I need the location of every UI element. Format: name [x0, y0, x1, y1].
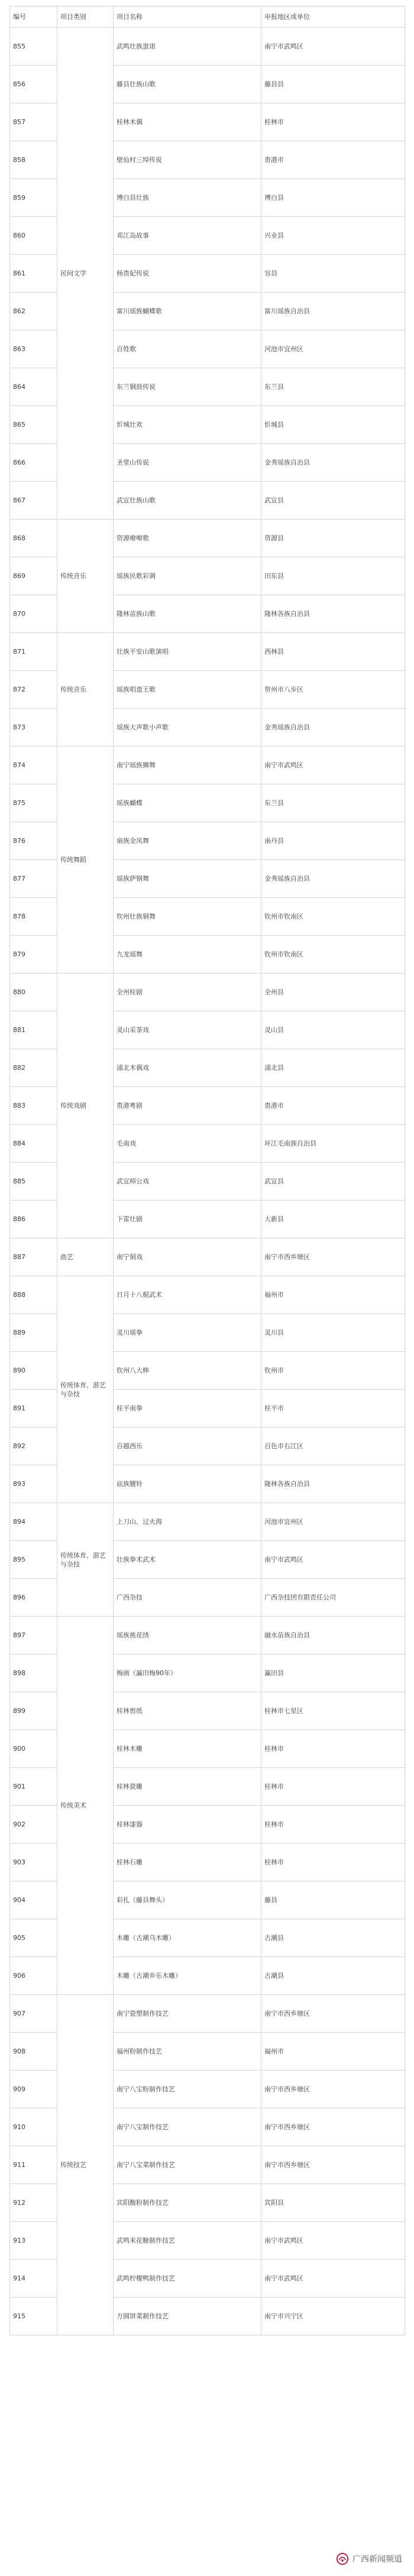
row-project-name: 桂林石雕 [114, 1844, 261, 1881]
row-project-name: 全州桂剧 [114, 974, 261, 1011]
row-project-name: 东兰铜鼓传说 [114, 368, 261, 406]
row-area: 灵川县 [261, 1314, 405, 1352]
row-project-name: 桂林木雕 [114, 1730, 261, 1768]
row-project-name: 方圆饼菜制作技艺 [114, 2298, 261, 2335]
row-project-name: 毛南戏 [114, 1125, 261, 1163]
row-number: 870 [10, 595, 57, 633]
row-number: 867 [10, 482, 57, 520]
row-area: 河池市宜州区 [261, 330, 405, 368]
row-area: 西林县 [261, 633, 405, 671]
row-category: 传统体育、游艺与杂技 [57, 1503, 114, 1617]
row-area: 兴业县 [261, 217, 405, 255]
row-number: 860 [10, 217, 57, 255]
row-number: 876 [10, 822, 57, 860]
row-project-name: 博白县壮族 [114, 179, 261, 217]
row-area: 贵港市 [261, 1087, 405, 1125]
row-number: 903 [10, 1844, 57, 1881]
row-area: 全州县 [261, 974, 405, 1011]
row-number: 914 [10, 2260, 57, 2298]
row-area: 藤县 [261, 1881, 405, 1919]
row-area: 金秀瑶族自治县 [261, 444, 405, 482]
row-number: 892 [10, 1427, 57, 1465]
row-project-name: 南宁八宝粉制作技艺 [114, 2071, 261, 2108]
row-project-name: 灵川瑶拳 [114, 1314, 261, 1352]
row-number: 905 [10, 1919, 57, 1957]
row-project-name: 钦州壮族铜舞 [114, 898, 261, 936]
table-row [10, 1995, 405, 2033]
row-project-name: 忻城壮欢 [114, 406, 261, 444]
row-area: 忻城县 [261, 406, 405, 444]
row-project-name: 武鸣柠檬鸭制作技艺 [114, 2260, 261, 2298]
row-area: 融水苗族自治县 [261, 1617, 405, 1654]
heritage-table [9, 6, 405, 2335]
row-area: 博白县 [261, 179, 405, 217]
news-logo-icon [336, 2552, 349, 2565]
row-number: 868 [10, 520, 57, 557]
row-project-name: 武宣师公戏 [114, 1163, 261, 1201]
row-area: 金秀瑶族自治县 [261, 860, 405, 898]
row-number: 877 [10, 860, 57, 898]
row-number: 908 [10, 2033, 57, 2071]
col-number-header: 编号 [10, 7, 57, 28]
row-area: 桂林市 [261, 103, 405, 141]
row-area: 桂平市 [261, 1390, 405, 1427]
row-category: 民间文学 [57, 28, 114, 520]
row-project-name: 木雕（古潮乡乐木雕） [114, 1957, 261, 1995]
row-project-name: 瑶族大声歌小声歌 [114, 709, 261, 747]
row-project-name: 圣堂山传说 [114, 444, 261, 482]
row-area: 南宁市兴宁区 [261, 2298, 405, 2335]
row-number: 872 [10, 671, 57, 709]
row-area: 南宁市武鸣区 [261, 747, 405, 784]
row-area: 武宣县 [261, 482, 405, 520]
table-row [10, 520, 405, 557]
row-project-name: 南宁瑶族狮舞 [114, 747, 261, 784]
row-number: 880 [10, 974, 57, 1011]
table-row [10, 28, 405, 66]
row-project-name: 桂林瓷雕 [114, 1768, 261, 1806]
row-area: 南宁市武鸣区 [261, 2260, 405, 2298]
row-number: 887 [10, 1238, 57, 1276]
row-area: 南丹县 [261, 822, 405, 860]
row-project-name: 壁仙村三绰传说 [114, 141, 261, 179]
row-area: 南宁市武鸣区 [261, 28, 405, 66]
row-project-name: 灵山采茶戏 [114, 1011, 261, 1049]
row-category: 传统戏剧 [57, 974, 114, 1238]
row-area: 金秀瑶族自治县 [261, 709, 405, 747]
row-number: 893 [10, 1465, 57, 1503]
row-number: 857 [10, 103, 57, 141]
row-project-name: 杨贵妃传说 [114, 255, 261, 293]
row-area: 桂林市 [261, 1844, 405, 1881]
row-project-name: 武宣壮族山歌 [114, 482, 261, 520]
row-number: 906 [10, 1957, 57, 1995]
row-area: 贵港市 [261, 141, 405, 179]
row-area: 大新县 [261, 1201, 405, 1238]
row-project-name: 百姓歌 [114, 330, 261, 368]
row-area: 广西杂技团有限责任公司 [261, 1579, 405, 1617]
row-number: 913 [10, 2222, 57, 2260]
row-area: 宾阳县 [261, 2184, 405, 2222]
row-category: 传统舞蹈 [57, 747, 114, 974]
row-area: 浦北县 [261, 1049, 405, 1087]
row-area: 河池市宜州区 [261, 1503, 405, 1541]
row-area: 南宁市武鸣区 [261, 1541, 405, 1579]
row-project-name: 藤县壮族山歌 [114, 66, 261, 103]
row-number: 909 [10, 2071, 57, 2108]
row-area: 资源县 [261, 520, 405, 557]
row-area: 瀛田县 [261, 1654, 405, 1692]
row-project-name: 福州粉制作技艺 [114, 2033, 261, 2071]
row-number: 897 [10, 1617, 57, 1654]
col-category-header: 项目类别 [57, 7, 114, 28]
row-number: 881 [10, 1011, 57, 1049]
row-number: 875 [10, 784, 57, 822]
row-project-name: 武鸣壮族蚩诺 [114, 28, 261, 66]
row-number: 883 [10, 1087, 57, 1125]
row-number: 884 [10, 1125, 57, 1163]
row-number: 855 [10, 28, 57, 66]
row-area: 环江毛南族自治县 [261, 1125, 405, 1163]
row-area: 福州市 [261, 2033, 405, 2071]
row-number: 910 [10, 2108, 57, 2146]
row-project-name: 底族腰铃 [114, 1465, 261, 1503]
row-project-name: 桂林漆器 [114, 1806, 261, 1844]
row-project-name: 桂林剪纸 [114, 1692, 261, 1730]
row-project-name: 武鸣米花糖制作技艺 [114, 2222, 261, 2260]
row-area: 东兰县 [261, 368, 405, 406]
row-project-name: 邓江岛故事 [114, 217, 261, 255]
watermark-text: 广西新闻频道 [352, 2555, 402, 2564]
row-area: 田东县 [261, 557, 405, 595]
row-project-name: 扇族金凤舞 [114, 822, 261, 860]
row-area: 容县 [261, 255, 405, 293]
row-number: 863 [10, 330, 57, 368]
row-project-name: 日月十八棍武术 [114, 1276, 261, 1314]
row-number: 864 [10, 368, 57, 406]
row-number: 890 [10, 1352, 57, 1390]
table-row [10, 1276, 405, 1314]
row-number: 865 [10, 406, 57, 444]
row-number: 915 [10, 2298, 57, 2335]
row-number: 886 [10, 1201, 57, 1238]
row-number: 878 [10, 898, 57, 936]
row-number: 856 [10, 66, 57, 103]
row-area: 富川瑶族自治县 [261, 293, 405, 330]
table-row [10, 1617, 405, 1654]
row-number: 866 [10, 444, 57, 482]
row-project-name: 瑶族唱盘王歌 [114, 671, 261, 709]
row-number: 912 [10, 2184, 57, 2222]
row-area: 桂林市 [261, 1730, 405, 1768]
row-number: 904 [10, 1881, 57, 1919]
row-number: 873 [10, 709, 57, 747]
row-number: 861 [10, 255, 57, 293]
row-number: 889 [10, 1314, 57, 1352]
row-area: 古潮县 [261, 1919, 405, 1957]
row-area: 南宁市西乡塘区 [261, 2108, 405, 2146]
row-category: 传统音乐 [57, 633, 114, 747]
row-number: 882 [10, 1049, 57, 1087]
row-project-name: 浦北木偶戏 [114, 1049, 261, 1087]
row-project-name: 隆林苗族山歌 [114, 595, 261, 633]
row-area: 钦州市 [261, 1352, 405, 1390]
row-number: 898 [10, 1654, 57, 1692]
row-category: 曲艺 [57, 1238, 114, 1276]
row-area: 钦州市钦南区 [261, 898, 405, 936]
row-area: 灵山县 [261, 1011, 405, 1049]
row-project-name: 下雷壮剧 [114, 1201, 261, 1238]
row-project-name: 梅画（瀛田梅90年） [114, 1654, 261, 1692]
row-project-name: 南宁瓷塑制作技艺 [114, 1995, 261, 2033]
row-number: 900 [10, 1730, 57, 1768]
row-number: 894 [10, 1503, 57, 1541]
row-category: 传统美术 [57, 1617, 114, 1995]
row-number: 871 [10, 633, 57, 671]
row-area: 南宁市西乡塘区 [261, 2071, 405, 2108]
row-project-name: 上刀山、过火海 [114, 1503, 261, 1541]
row-project-name: 广西杂技 [114, 1579, 261, 1617]
row-number: 896 [10, 1579, 57, 1617]
row-area: 东兰县 [261, 784, 405, 822]
row-area: 武宣县 [261, 1163, 405, 1201]
row-area: 隆林各族自治县 [261, 1465, 405, 1503]
row-area: 南宁市武鸣区 [261, 2222, 405, 2260]
row-number: 902 [10, 1806, 57, 1844]
row-area: 南宁市西乡塘区 [261, 1995, 405, 2033]
row-number: 862 [10, 293, 57, 330]
row-area: 桂林市 [261, 1806, 405, 1844]
row-area: 古潮县 [261, 1957, 405, 1995]
row-number: 859 [10, 179, 57, 217]
row-area: 贺州市八步区 [261, 671, 405, 709]
row-area: 百色市右江区 [261, 1427, 405, 1465]
row-project-name: 南宁八宝菜制作技艺 [114, 2146, 261, 2184]
row-project-name: 百越西乐 [114, 1427, 261, 1465]
row-project-name: 南宁侗戏 [114, 1238, 261, 1276]
row-area: 南宁市西乡塘区 [261, 2146, 405, 2184]
row-area: 桂林市七星区 [261, 1692, 405, 1730]
col-area-header: 申报地区或单位 [261, 7, 405, 28]
row-area: 福州市 [261, 1276, 405, 1314]
row-project-name: 木雕（古潮乌木雕） [114, 1919, 261, 1957]
row-area: 藤县县 [261, 66, 405, 103]
row-number: 901 [10, 1768, 57, 1806]
table-row [10, 974, 405, 1011]
row-number: 911 [10, 2146, 57, 2184]
row-project-name: 壮族平安山歌演唱 [114, 633, 261, 671]
row-category: 传统体育、游艺与杂技 [57, 1276, 114, 1503]
row-category: 传统音乐 [57, 520, 114, 633]
row-number: 885 [10, 1163, 57, 1201]
row-area: 桂林市 [261, 1768, 405, 1806]
row-area: 南宁市西乡塘区 [261, 1238, 405, 1276]
table-row [10, 1238, 405, 1276]
row-number: 869 [10, 557, 57, 595]
row-number: 888 [10, 1276, 57, 1314]
row-project-name: 瑶族萨钢舞 [114, 860, 261, 898]
table-row [10, 1503, 405, 1541]
table-row [10, 633, 405, 671]
row-project-name: 宾阳酸粉制作技艺 [114, 2184, 261, 2222]
row-project-name: 桂平南拳 [114, 1390, 261, 1427]
row-number: 891 [10, 1390, 57, 1427]
row-area: 隆林各族自治县 [261, 595, 405, 633]
row-project-name: 富川瑶族蝴蝶歌 [114, 293, 261, 330]
row-number: 895 [10, 1541, 57, 1579]
row-number: 907 [10, 1995, 57, 2033]
row-area: 钦州市钦南区 [261, 936, 405, 974]
table-row [10, 747, 405, 784]
col-project-name-header: 项目名称 [114, 7, 261, 28]
watermark [332, 2551, 406, 2567]
table-header [10, 7, 405, 28]
row-category: 传统技艺 [57, 1995, 114, 2335]
row-number: 858 [10, 141, 57, 179]
row-project-name: 彩扎（藤县舞头） [114, 1881, 261, 1919]
row-project-name: 瑶族蝴蝶 [114, 784, 261, 822]
row-project-name: 瑶族民歌彩调 [114, 557, 261, 595]
row-project-name: 钦州八大棒 [114, 1352, 261, 1390]
row-project-name: 资源嘹嘹歌 [114, 520, 261, 557]
row-project-name: 贵港粤剧 [114, 1087, 261, 1125]
row-project-name: 瑶族挑花绣 [114, 1617, 261, 1654]
row-number: 874 [10, 747, 57, 784]
row-project-name: 九龙瑶舞 [114, 936, 261, 974]
row-number: 879 [10, 936, 57, 974]
row-number: 899 [10, 1692, 57, 1730]
row-project-name: 桂林木偶 [114, 103, 261, 141]
row-project-name: 壮族拳术武术 [114, 1541, 261, 1579]
row-project-name: 南宁八宝制作技艺 [114, 2108, 261, 2146]
